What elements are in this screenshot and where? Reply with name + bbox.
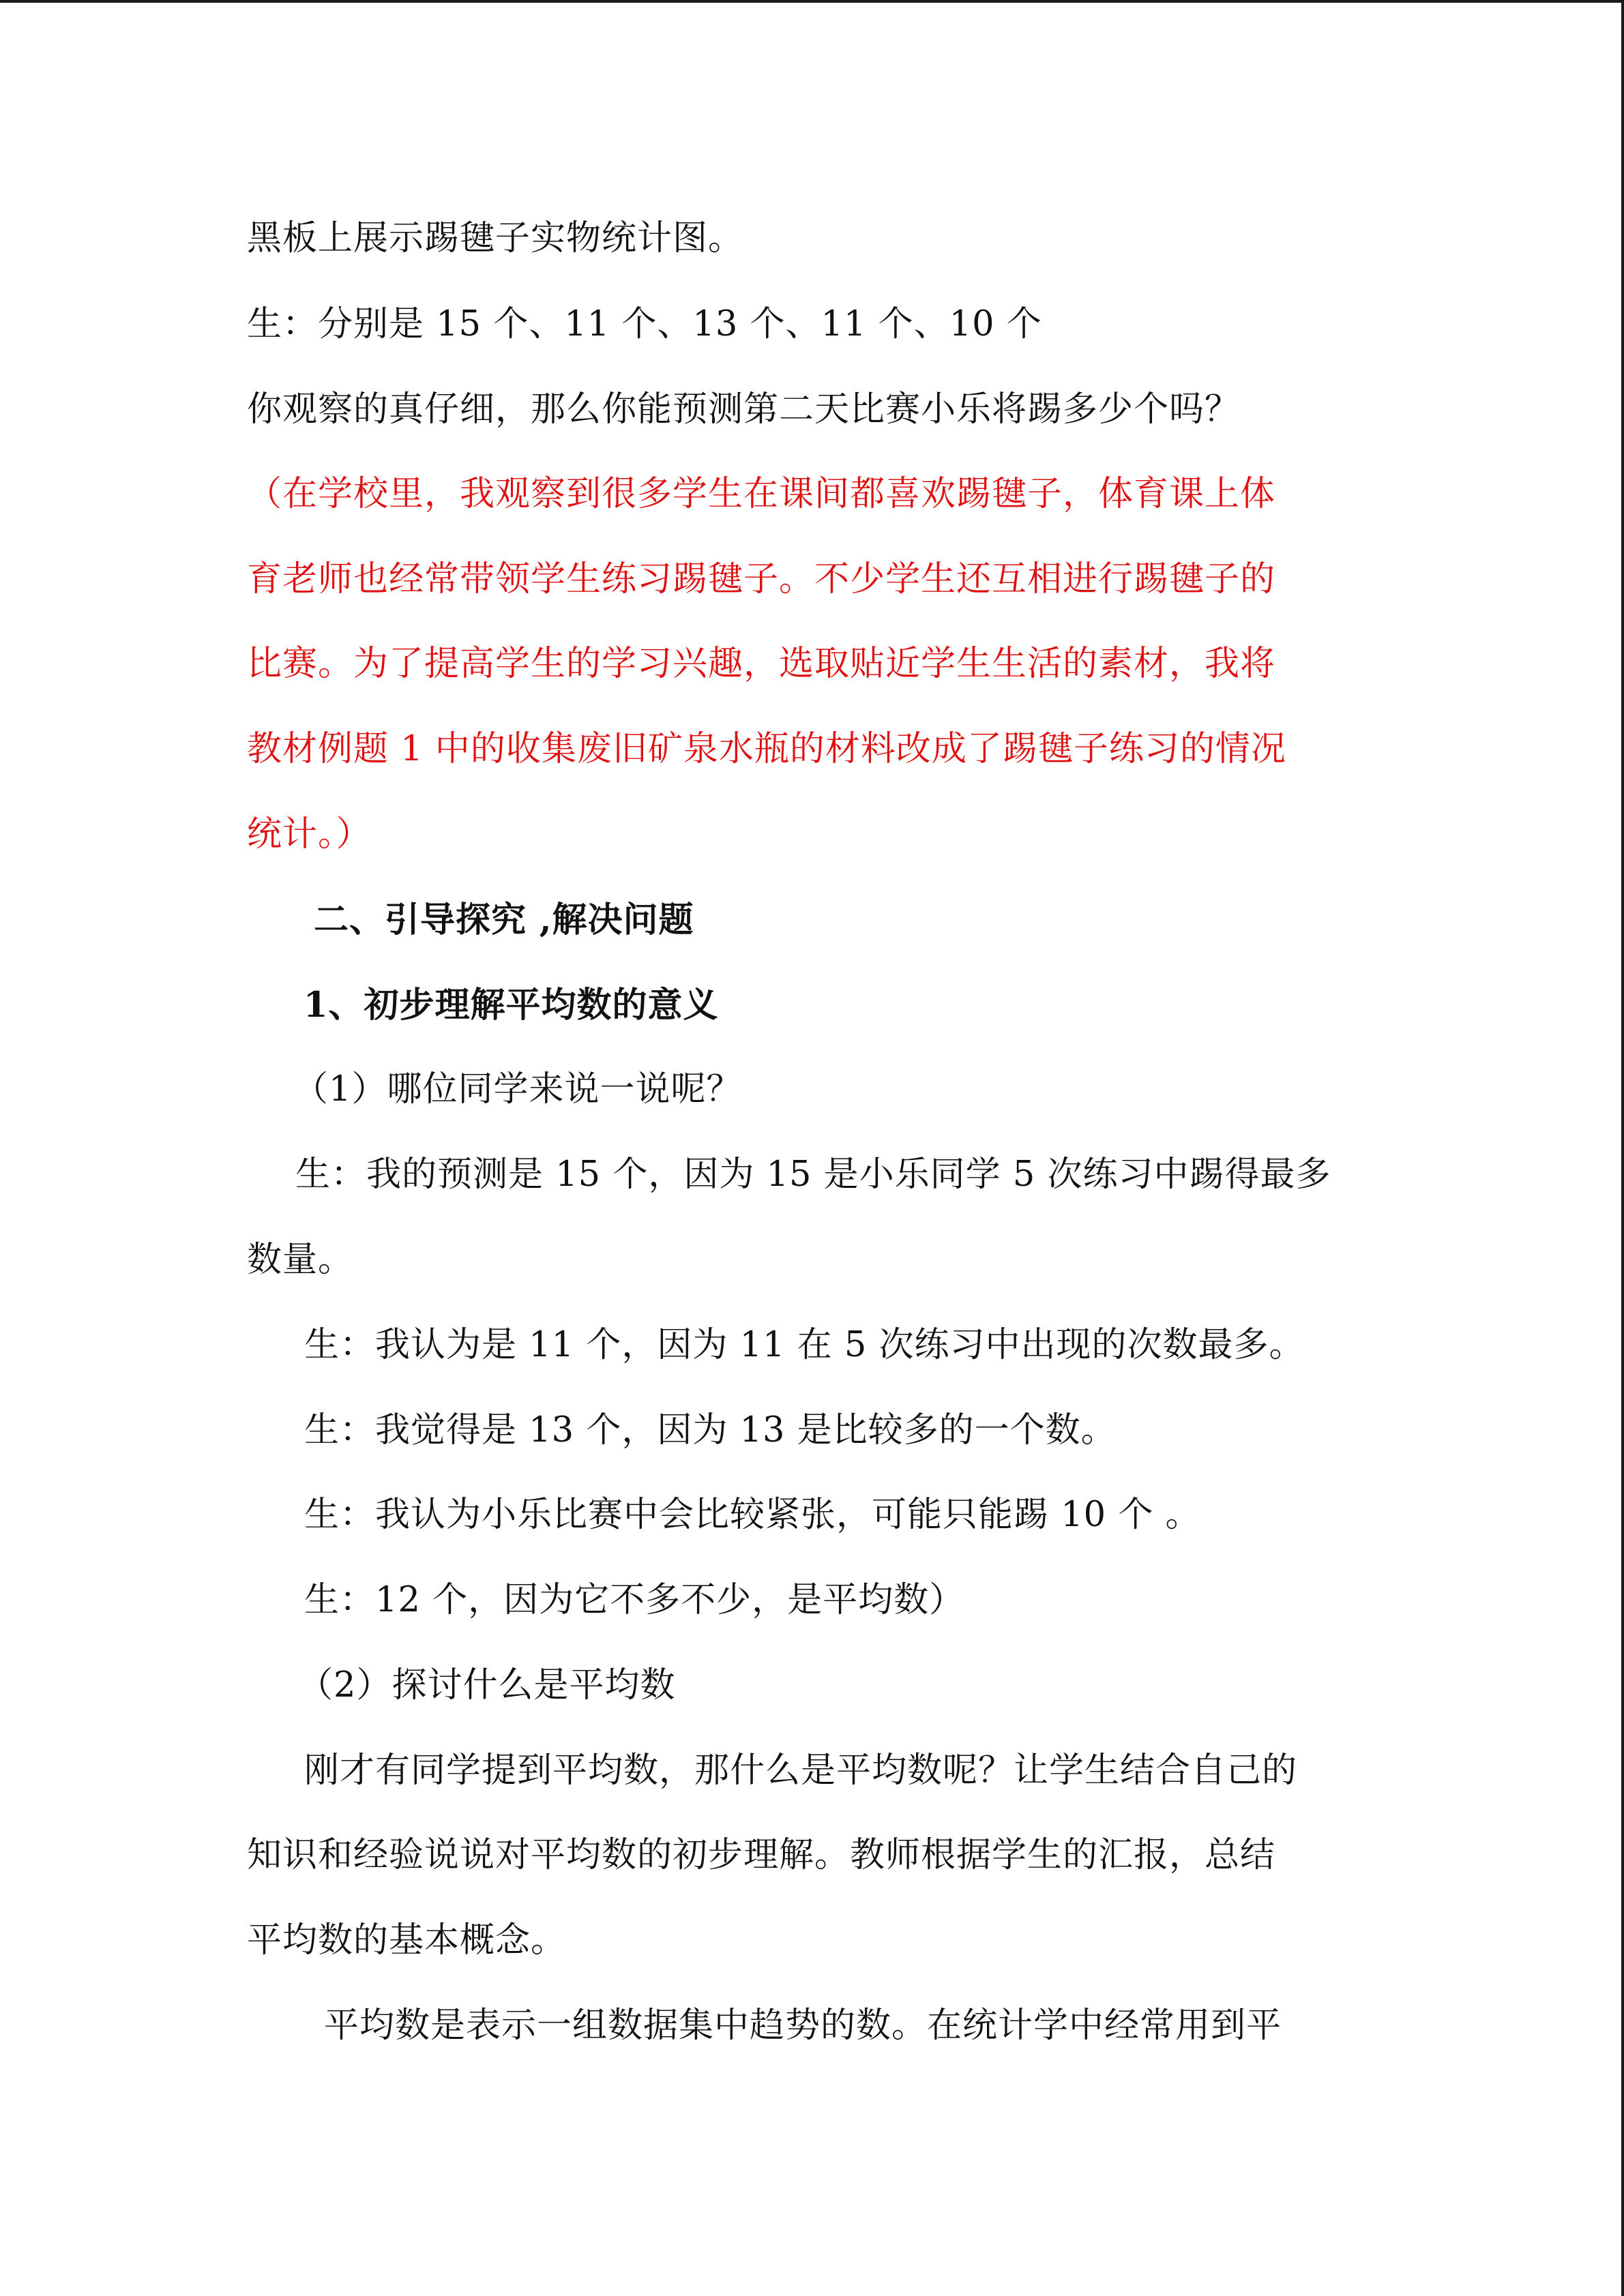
discussion-paragraph-line-1: 刚才有同学提到平均数，那什么是平均数呢？让学生结合自己的 bbox=[304, 1750, 1298, 1791]
student-answer-4: 生：我认为小乐比赛中会比较紧张，可能只能踢 10 个 。 bbox=[304, 1495, 1201, 1535]
design-note-line-1: （在学校里，我观察到很多学生在课间都喜欢踢毽子，体育课上体 bbox=[247, 474, 1276, 514]
student-answer-3: 生：我觉得是 13 个，因为 13 是比较多的一个数。 bbox=[304, 1410, 1117, 1450]
question-prompt: （1）哪位同学来说一说呢？ bbox=[293, 1069, 742, 1109]
page-top-border bbox=[0, 0, 1624, 3]
design-note-line-5: 统计。） bbox=[247, 814, 372, 854]
intro-line: 黑板上展示踢毽子实物统计图。 bbox=[247, 218, 744, 258]
discussion-paragraph-line-3: 平均数的基本概念。 bbox=[247, 1920, 567, 1960]
discussion-paragraph-line-2: 知识和经验说说对平均数的初步理解。教师根据学生的汇报，总结 bbox=[247, 1835, 1276, 1875]
design-note-line-2: 育老师也经常带领学生练习踢毽子。不少学生还互相进行踢毽子的 bbox=[247, 559, 1276, 599]
section-heading: 二、引导探究 ,解决问题 bbox=[314, 899, 694, 940]
teacher-question: 你观察的真仔细，那么你能预测第二天比赛小乐将踢多少个吗？ bbox=[247, 389, 1241, 430]
page-right-border bbox=[1621, 0, 1624, 2296]
student-answer-2: 生：我认为是 11 个，因为 11 在 5 次练习中出现的次数最多。 bbox=[304, 1325, 1305, 1365]
student-answer-1: 生：我的预测是 15 个，因为 15 是小乐同学 5 次练习中踢得最多 bbox=[295, 1154, 1331, 1195]
student-answer-1-cont: 数量。 bbox=[247, 1240, 354, 1280]
design-note-line-3: 比赛。为了提高学生的学习兴趣，选取贴近学生生活的素材，我将 bbox=[247, 644, 1276, 684]
student-answer-counts: 生：分别是 15 个、11 个、13 个、11 个、10 个 bbox=[247, 304, 1042, 344]
definition-line: 平均数是表示一组数据集中趋势的数。在统计学中经常用到平 bbox=[324, 2006, 1282, 2046]
student-answer-5: 生：12 个，因为它不多不少，是平均数） bbox=[304, 1580, 965, 1620]
subsection-heading: 1、初步理解平均数的意义 bbox=[304, 985, 719, 1026]
design-note-line-4: 教材例题 1 中的收集废旧矿泉水瓶的材料改成了踢毽子练习的情况 bbox=[247, 729, 1286, 769]
discussion-heading: （2）探讨什么是平均数 bbox=[298, 1665, 676, 1705]
